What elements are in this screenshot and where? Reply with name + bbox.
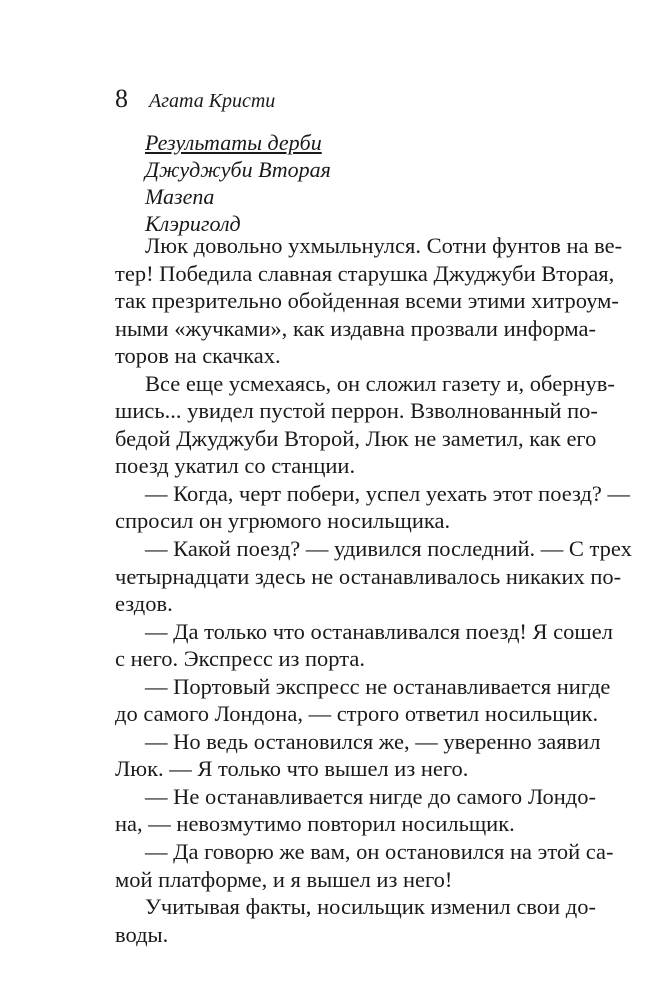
running-head: Агата Кристи [149, 90, 276, 112]
text-line: — Когда, черт побери, успел уехать этот поезд? — [145, 480, 631, 506]
text-line: — Да говорю же вам, он остановился на этой са- [145, 839, 614, 865]
text-line: Учитывая факты, носильщик изменил свои до- [145, 894, 596, 920]
text-line: — Какой поезд? — удивился последний. — С трех [145, 536, 632, 562]
page-header [115, 84, 565, 114]
text-line: Люк. — Я только что вышел из него. [115, 756, 469, 782]
results-title: Результаты дерби [145, 130, 322, 155]
text-line: — Портовый экспресс не останавливается нигде [145, 673, 611, 699]
text-line: до самого Лондона, — строго ответил носильщик. [115, 701, 599, 727]
text-line: поезд укатил со станции. [115, 453, 356, 479]
text-line: Люк довольно ухмыльнулся. Сотни фунтов на ве- [145, 233, 623, 258]
result-place-1: Джуджуби Вторая [145, 157, 331, 182]
text-line: спросил он угрюмого носильщика. [115, 508, 451, 534]
derby-results-block [145, 129, 565, 237]
text-line: четырнадцати здесь не останавливалось никаких по- [115, 563, 622, 589]
text-line: — Но ведь остановился же, — уверенно заявил [145, 728, 601, 754]
text-line: так презрительно обойденная всеми этими хитроум- [115, 288, 619, 314]
body-text [115, 232, 632, 948]
text-line: с него. Экспресс из порта. [115, 646, 365, 672]
result-place-3: Клэриголд [145, 211, 241, 236]
text-line: мой платформе, и я вышел из него! [115, 866, 453, 892]
text-line: бедой Джуджуби Второй, Люк не заметил, как его [115, 425, 597, 451]
text-line: тер! Победила славная старушка Джуджуби Вторая, [115, 260, 615, 286]
text-line: — Да только что останавливался поезд! Я сошел [145, 618, 613, 644]
text-line: ездов. [115, 591, 173, 617]
text-line: шись... увидел пустой перрон. Взволнованный по- [115, 398, 598, 424]
text-line: воды. [115, 921, 169, 947]
text-line: Все еще усмехаясь, он сложил газету и, обернув- [145, 370, 615, 396]
result-place-2: Мазепа [145, 184, 215, 209]
page-number: 8 [115, 84, 128, 113]
text-line: торов на скачках. [115, 343, 281, 369]
text-line: ными «жучками», как издавна прозвали информа- [115, 315, 596, 341]
text-line: на, — невозмутимо повторил носильщик. [115, 811, 515, 837]
text-line: — Не останавливается нигде до самого Лондо- [145, 783, 596, 809]
